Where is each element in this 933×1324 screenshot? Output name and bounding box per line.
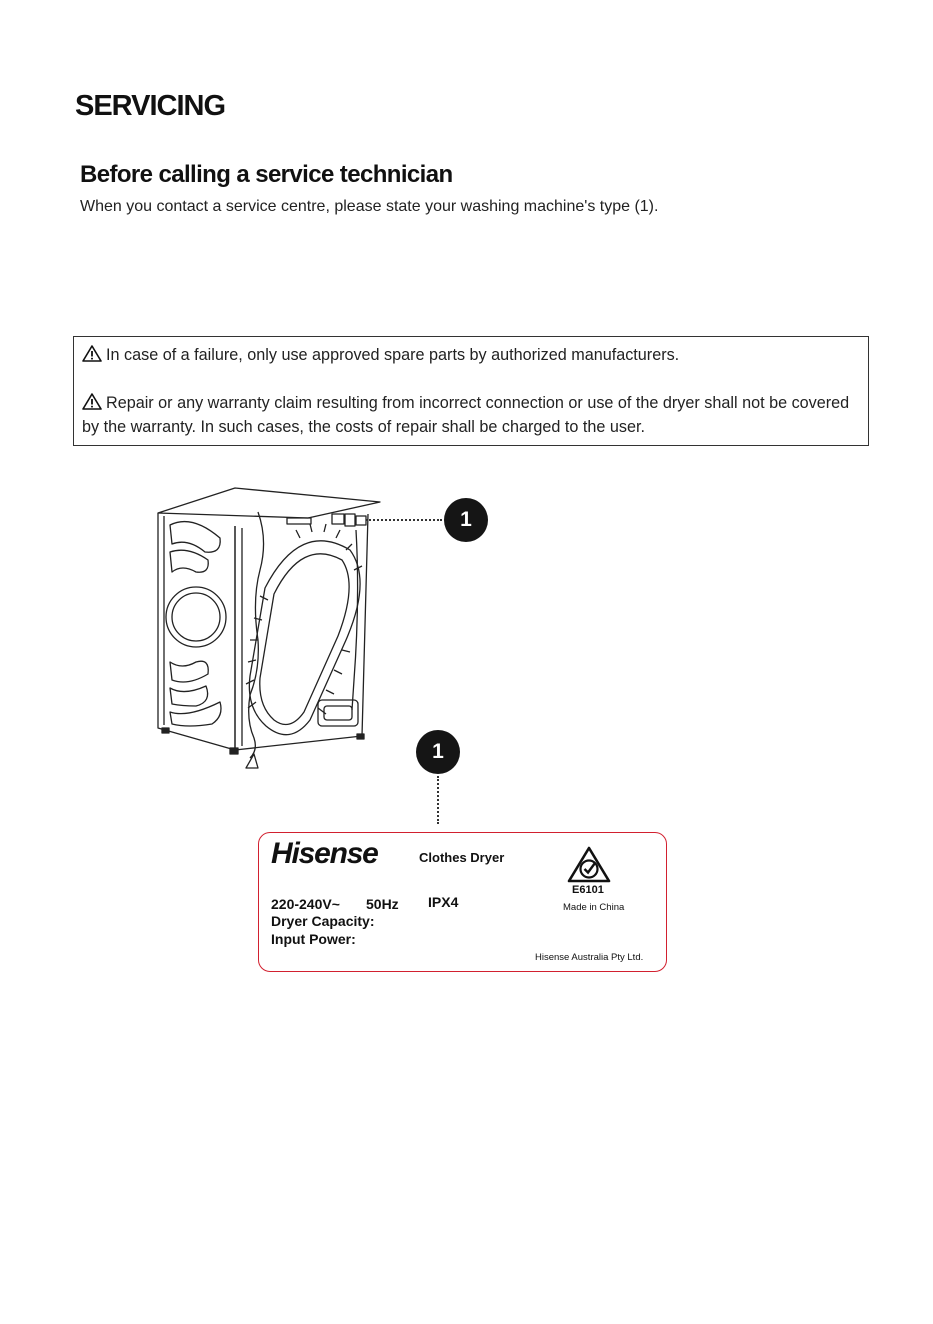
warning-triangle-icon — [82, 393, 102, 410]
warning-triangle-icon — [82, 345, 102, 362]
voltage-value: 220-240V~ — [271, 896, 340, 912]
capacity-label: Dryer Capacity: — [271, 913, 375, 929]
certification-code: E6101 — [572, 884, 604, 896]
input-power-label: Input Power: — [271, 931, 356, 947]
product-type: Clothes Dryer — [419, 850, 505, 865]
callout-number: 1 — [444, 498, 488, 542]
callout-number: 1 — [416, 730, 460, 774]
callout-leader-line — [366, 519, 442, 521]
country-of-origin: Made in China — [563, 902, 625, 913]
subsection-title: Before calling a service technician — [80, 161, 453, 188]
intro-text: When you contact a service centre, please state your washing machine's type (1). — [80, 198, 659, 215]
rating-label — [258, 832, 667, 972]
warning-item — [82, 391, 860, 439]
frequency-value: 50Hz — [366, 896, 399, 912]
warning-box — [73, 336, 869, 446]
callout-leader-line — [437, 776, 439, 824]
ip-rating: IPX4 — [428, 894, 459, 910]
company-name: Hisense Australia Pty Ltd. — [535, 952, 644, 963]
section-title: SERVICING — [75, 90, 226, 122]
dryer-rear-illustration — [150, 480, 390, 775]
warning-text: In case of a failure, only use approved spare parts by authorized manufacturers. — [106, 346, 680, 364]
warning-item — [82, 343, 860, 367]
brand-logo: Hisense — [271, 837, 378, 870]
warning-text: Repair or any warranty claim resulting from incorrect connection or use of the dryer shall not be covered by the warranty. In such cases, the costs of repair shall be charged to the user. — [82, 394, 850, 436]
rcm-mark-icon — [565, 845, 613, 885]
